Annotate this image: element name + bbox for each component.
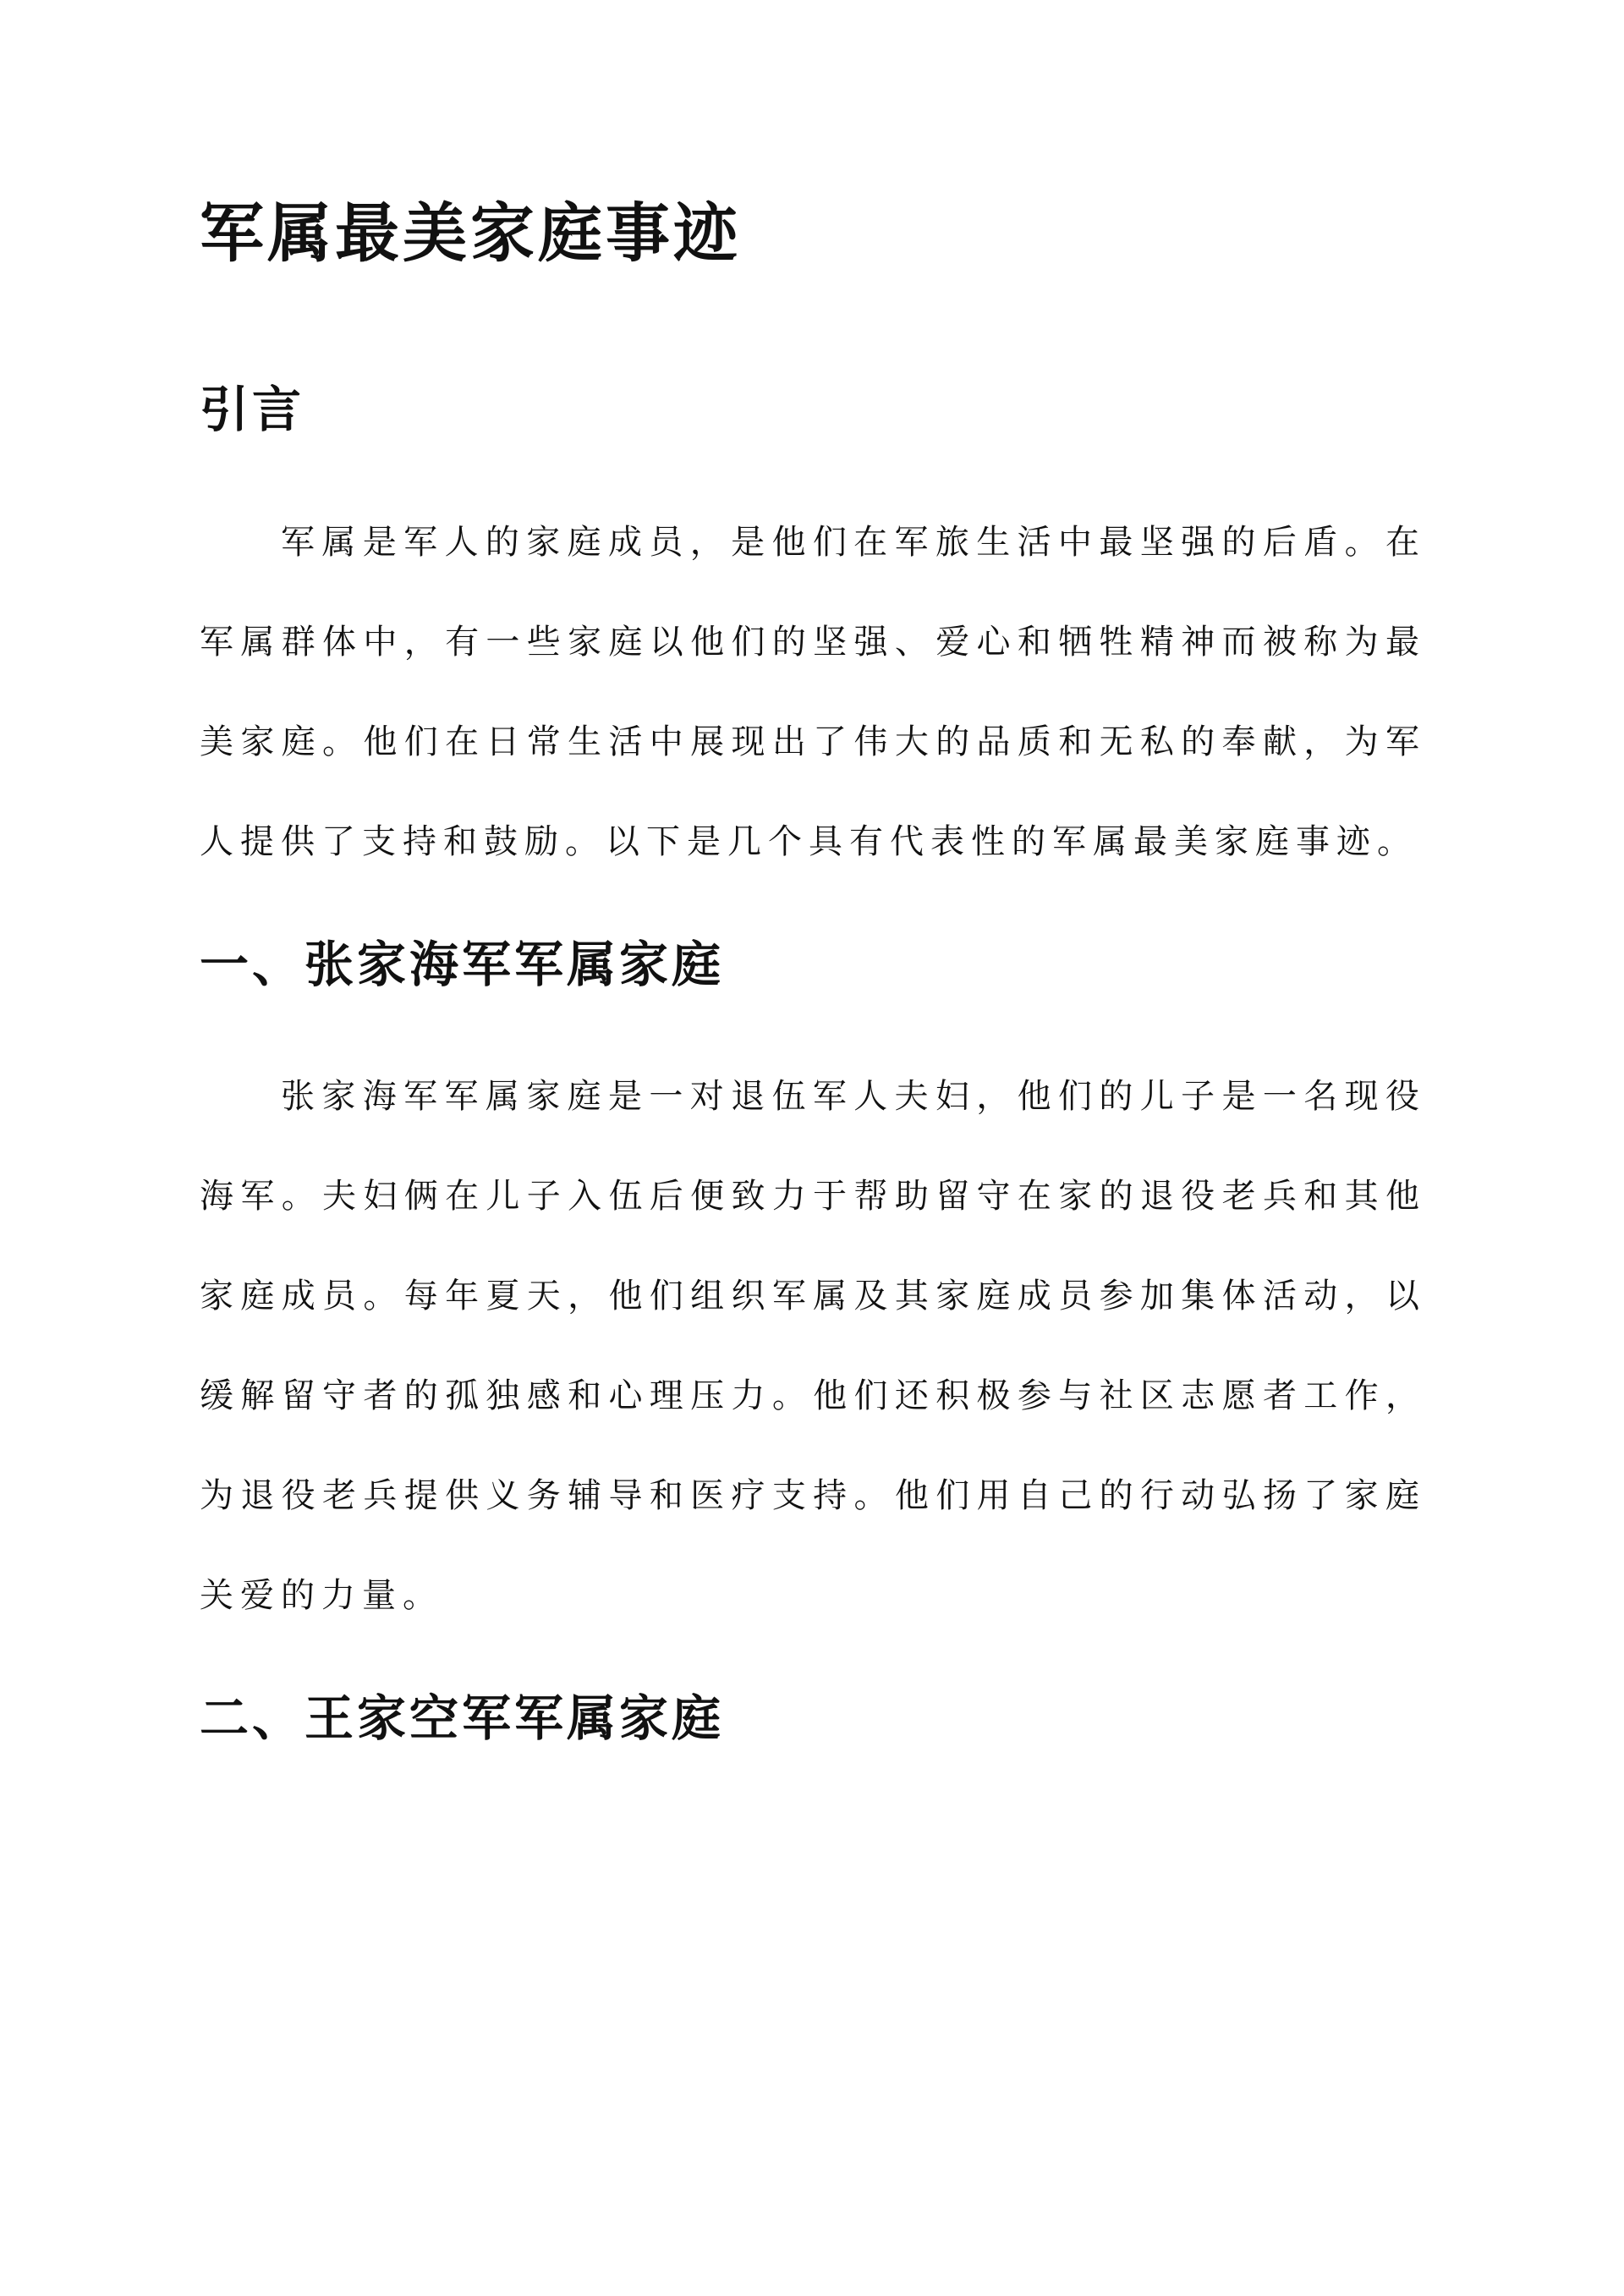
introduction-paragraph: 军属是军人的家庭成员，是他们在军旅生活中最坚强的后盾。在军属群体中，有一些家庭以他们的坚强、爱心和牺牲精神而被称为最美家庭。他们在日常生活中展现出了伟大的品质和无私的奉献，为军人提供了支持和鼓励。以下是几个具有代表性的军属最美家庭事迹。	[200, 522, 1426, 861]
zhang-family-paragraph: 张家海军军属家庭是一对退伍军人夫妇，他们的儿子是一名现役海军。夫妇俩在儿子入伍后便致力于帮助留守在家的退役老兵和其他家庭成员。每年夏天，他们组织军属及其家庭成员参加集体活动，以缓解留守者的孤独感和心理压力。他们还积极参与社区志愿者工作，为退役老兵提供义务辅导和医疗支持。他们用自己的行动弘扬了家庭关爱的力量。	[200, 1077, 1426, 1616]
document-body	[200, 195, 1426, 1749]
section-heading-wang-family: 二、王家空军军属家庭	[200, 1689, 725, 1748]
document-title: 军属最美家庭事迹	[200, 195, 741, 271]
section-heading-introduction: 引言	[200, 381, 305, 438]
section-heading-zhang-family: 一、张家海军军属家庭	[200, 935, 725, 993]
